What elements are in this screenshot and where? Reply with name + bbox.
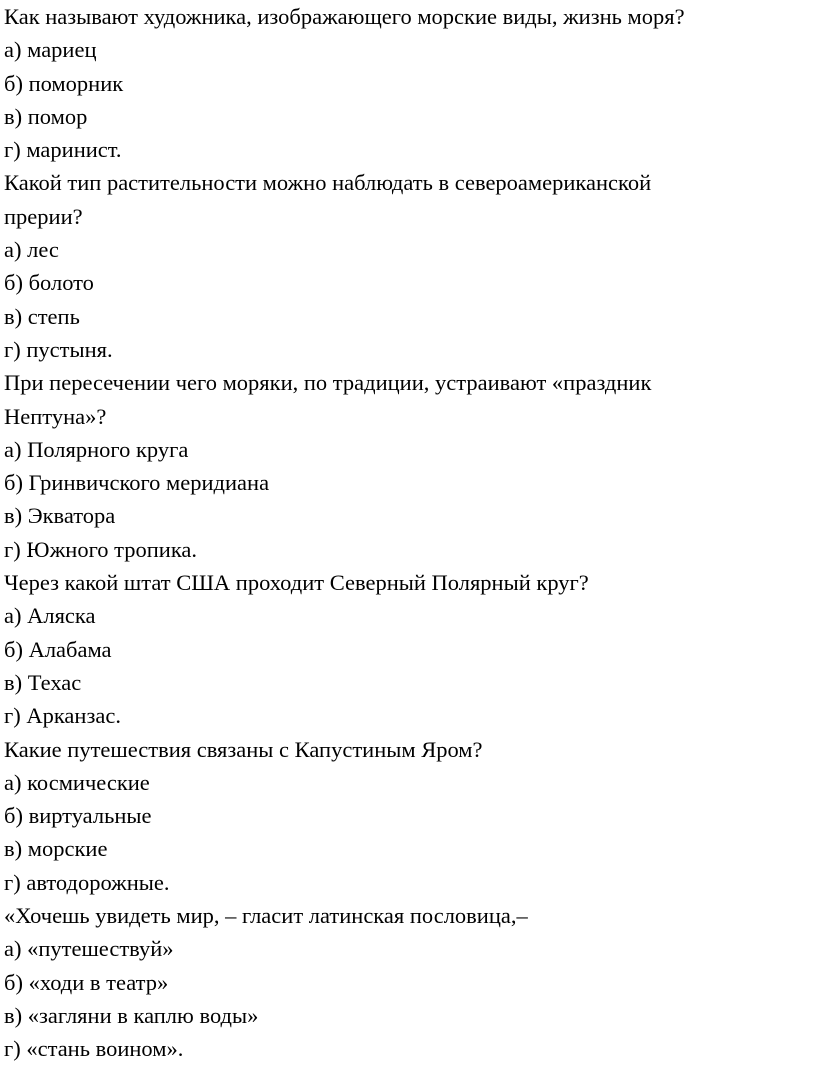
answer-option: в) «загляни в каплю воды» <box>4 1002 259 1028</box>
answer-option: в) Экватора <box>4 503 116 529</box>
answer-option: б) «ходи в театр» <box>4 969 169 995</box>
answer-option: в) степь <box>4 303 80 329</box>
question-5 <box>4 733 804 899</box>
answer-option: а) «путешествуй» <box>4 936 174 962</box>
answer-option: г) автодорожные. <box>4 869 170 895</box>
answer-option: г) пустыня. <box>4 336 113 362</box>
question-text: Через какой штат США проходит Северный Полярный круг? <box>4 570 589 596</box>
answer-option: в) помор <box>4 103 88 129</box>
answer-option: а) Полярного круга <box>4 436 189 462</box>
question-1 <box>4 0 804 166</box>
answer-option: г) маринист. <box>4 137 122 163</box>
answer-option: а) космические <box>4 769 150 795</box>
answer-option: г) Арканзас. <box>4 703 121 729</box>
question-6 <box>4 899 804 1065</box>
answer-option: а) лес <box>4 237 59 263</box>
answer-option: г) Южного тропика. <box>4 536 198 562</box>
question-text: Какие путешествия связаны с Капустиным Яром? <box>4 736 483 762</box>
answer-option: б) Алабама <box>4 636 112 662</box>
answer-option: б) поморник <box>4 70 124 96</box>
answer-option: б) Гринвичского меридиана <box>4 470 270 496</box>
answer-option: б) виртуальные <box>4 803 152 829</box>
question-text: Как называют художника, изображающего морские виды, жизнь моря? <box>4 4 685 29</box>
answer-option: а) мариец <box>4 37 97 63</box>
question-text-line: прерии? <box>4 203 83 229</box>
question-2 <box>4 166 804 366</box>
answer-option: в) Техас <box>4 669 82 695</box>
question-3 <box>4 366 804 566</box>
question-text: «Хочешь увидеть мир, – гласит латинская пословица,– <box>4 903 528 929</box>
answer-option: в) морские <box>4 836 108 862</box>
question-text-line: При пересечении чего моряки, по традиции, устраивают «праздник <box>4 370 652 396</box>
answer-option: б) болото <box>4 270 94 296</box>
question-text-line: Какой тип растительности можно наблюдать в североамериканской <box>4 170 652 196</box>
question-4 <box>4 566 804 732</box>
question-text-line: Нептуна»? <box>4 403 107 429</box>
answer-option: а) Аляска <box>4 603 96 629</box>
document-page <box>4 0 804 1066</box>
answer-option: г) «стань воином». <box>4 1036 184 1062</box>
